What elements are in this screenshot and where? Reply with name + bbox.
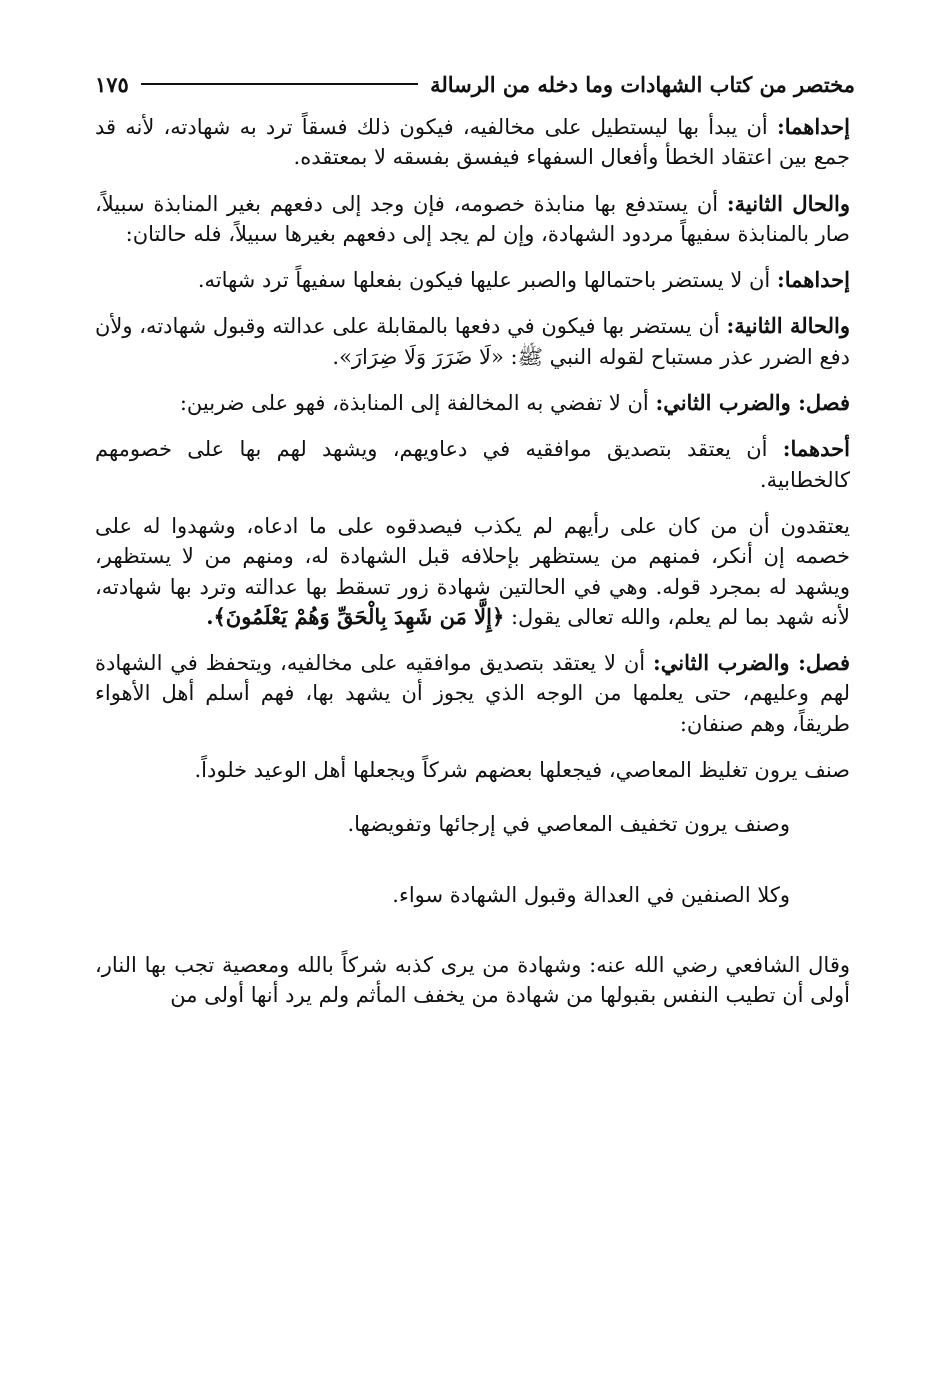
- paragraph-6: [95, 434, 850, 495]
- quran-verse: ﴿إِلَّا مَن شَهِدَ بِالْحَقِّ وَهُمْ يَعْلَمُونَ﴾.: [206, 603, 505, 629]
- paragraph-text: وكلا الصنفين في العدالة وقبول الشهادة سواء.: [392, 882, 790, 907]
- paragraph-5: [95, 388, 850, 418]
- paragraph-text: أن يستدفع بها منابذة خصومه، فإن وجد إلى دفعهم بغير المنابذة سبيلاً، صار بالمنابذة سفيهاً مردود الشهادة، وإن لم يجد إلى دفعهم بغيرها سبيلاً، فله حالتان:: [95, 191, 850, 246]
- paragraph-text: أن يبدأ بها ليستطيل على مخالفيه، فيكون ذلك فسقاً ترد به شهادته، لأنه قد جمع بين اعتقاد الخطأ وأفعال السفهاء فيفسق بفسقه لا بمعتقده.: [95, 115, 850, 170]
- paragraph-7: [95, 511, 850, 632]
- page-body: [95, 112, 850, 1027]
- paragraph-text: أن يعتقد بتصديق موافقيه في دعاويهم، ويشهد لهم بها على خصومهم كالخطابية.: [95, 437, 850, 492]
- paragraph-lead: أحدهما:: [782, 436, 850, 462]
- paragraph-10: [95, 809, 850, 839]
- paragraph-lead: إحداهما:: [776, 267, 850, 293]
- paragraph-lead: إحداهما:: [776, 114, 850, 139]
- paragraph-1: [95, 112, 850, 173]
- paragraph-text: يعتقدون أن من كان على رأيهم لم يكذب فيصدقوه على ما ادعاه، وشهدوا له على خصمه إن أنكر، فمنهم من يستظهر بإحلافه قبل الشهادة له، ومنهم من لا يستظهر، ويشهد له بمجرد قوله. وهي في الحالتين شهادة زور تسقط بها عدالته وترد بها شهادته، لأنه شهد بما لم يعلم، والله تعالى يقول:: [95, 513, 850, 629]
- running-header: [95, 66, 855, 102]
- paragraph-text: أن لا تفضي به المخالفة إلى المنابذة، فهو على ضربين:: [179, 391, 649, 416]
- paragraph-lead: فصل: والضرب الثاني:: [655, 390, 850, 416]
- paragraph-text: أن لا يستضر باحتمالها والصبر عليها فيكون بفعلها سفيهاً ترد شهاته.: [197, 268, 771, 293]
- paragraph-2: [95, 189, 850, 250]
- paragraph-text: صنف يرون تغليظ المعاصي، فيجعلها بعضهم شركاً ويجعلها أهل الوعيد خلوداً.: [194, 758, 850, 783]
- paragraph-text: أن لا يعتقد بتصديق موافقيه على مخالفيه، ويتحفظ في الشهادة لهم وعليهم، حتى يعلمها من الوجه الذي يجوز أن يشهد بها، فهم أسلم أهل الأهواء طريقاً، وهم صنفان:: [95, 651, 850, 736]
- paragraph-lead: والحال الثانية:: [726, 190, 850, 216]
- paragraph-8: [95, 648, 850, 739]
- paragraph-text: أن يستضر بها فيكون في دفعها بالمقابلة على عدالته وقبول شهادته، ولأن دفع الضرر عذر مستباح لقوله النبي ﷺ: «لَا ضَرَرَ وَلَا ضِرَارَ».: [95, 314, 850, 369]
- paragraph-11: [95, 880, 850, 910]
- running-title: مختصر من كتاب الشهادات وما دخله من الرسالة: [430, 71, 855, 97]
- paragraph-text: وصنف يرون تخفيف المعاصي في إرجائها وتفويضها.: [347, 812, 790, 837]
- paragraph-12: [95, 950, 850, 1011]
- paragraph-lead: والحالة الثانية:: [726, 313, 850, 339]
- paragraph-3: [95, 265, 850, 295]
- paragraph-4: [95, 311, 850, 372]
- paragraph-9: [95, 755, 850, 785]
- paragraph-text: وقال الشافعي رضي الله عنه: وشهادة من يرى كذبه شركاً بالله ومعصية تجب بها النار، أولى أن تطيب النفس بقبولها من شهادة من يخفف المأثم ولم يرد أنها أولى من: [95, 952, 850, 1008]
- paragraph-lead: فصل: والضرب الثاني:: [653, 650, 850, 676]
- header-rule: [141, 83, 418, 85]
- page-number: ١٧٥: [95, 71, 129, 97]
